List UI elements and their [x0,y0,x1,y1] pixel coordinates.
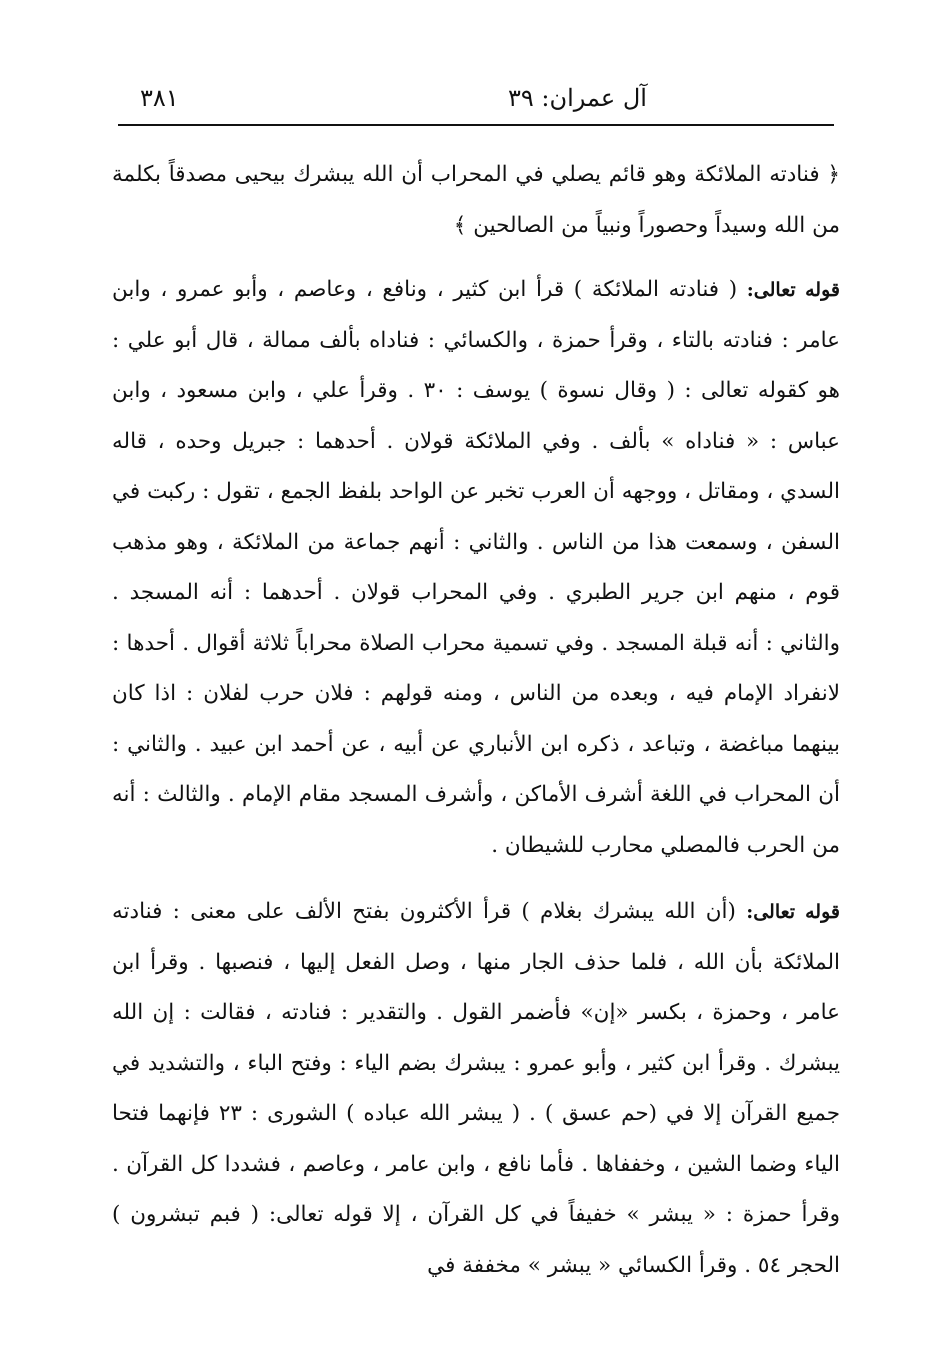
page-header [118,84,830,118]
header-rule [118,124,834,126]
commentary-text: (أن الله يبشرك بغلام ) قرأ الأكثرون بفتح الألف على معنى : فنادته الملائكة بأن الله ، فلما حذف الجار منها ، وصل الفعل إليها ، فنصبها . وقرأ ابن عامر ، وحمزة ، بكسر «إن» فأضمر القول . والتقدير : فنادته ، فقالت : إن الله يبشرك . وقرأ ابن كثير ، وأبو عمرو : يبشرك بضم الياء : وفتح الباء ، والتشديد في جميع القرآن إلا في (حم عسق ) . ( يبشر الله عباده ) الشورى : ٢٣ فإنهما فتحا الياء وضما الشين ، وخففاها . فأما نافع ، وابن عامر ، وعاصم ، فشددا كل القرآن . وقرأ حمزة : « يبشر » خفيفاً في كل القرآن ، إلا قوله تعالى: ( فبم تبشرون ) الحجر ٥٤ . وقرأ الكسائي « يبشر » مخففة في [112,899,841,1278]
commentary-paragraph [112,265,840,871]
commentary-paragraph [112,887,840,1291]
commentary-text: ( فنادته الملائكة ) قرأ ابن كثير ، ونافع ، وعاصم ، وأبو عمرو ، وابن عامر : فنادته بالتاء ، وقرأ حمزة ، والكسائي : فناداه بألف ممالة ، قال أبو علي : هو كقوله تعالى : ( وقال نسوة ) يوسف : ٣٠ . وقرأ علي ، وابن مسعود ، وابن عباس : « فناداه » بألف . وفي الملائكة قولان . أحدهما : جبريل وحده ، قاله السدي ، ومقاتل ، ووجهه أن العرب تخبر عن الواحد بلفظ الجمع ، تقول : ركبت في السفن ، وسمعت هذا من الناس . والثاني : أنهم جماعة من الملائكة ، وهو مذهب قوم ، منهم ابن جرير الطبري . وفي المحراب قولان . أحدهما : أنه المسجد . والثاني : أنه قبلة المسجد . وفي تسمية محراب الصلاة محراباً ثلاثة أقوال . أحدها : لانفراد الإمام فيه ، وبعده من الناس ، ومنه قولهم : فلان حرب لفلان : اذا كان بينهما مباغضة ، وتباعد ، ذكره ابن الأنباري عن أبيه ، عن أحمد ابن عبيد . والثاني : أن المحراب في اللغة أشرف الأماكن ، وأشرف المسجد مقام الإمام . والثالث : أنه من الحرب فالمصلي محارب للشيطان . [112,277,840,858]
running-head: آل عمران: ٣٩ [508,84,647,112]
page-number: ٣٨١ [140,84,179,112]
page-body [112,150,840,1307]
commentary-lead: قوله تعالى: [746,279,840,301]
commentary-lead: قوله تعالى: [746,901,840,923]
quran-verse: ﴿ فنادته الملائكة وهو قائم يصلي في المحراب أن الله يبشرك بيحيى مصدقاً بكلمة من الله وسيداً وحصوراً ونبياً من الصالحين ﴾ [112,162,840,238]
